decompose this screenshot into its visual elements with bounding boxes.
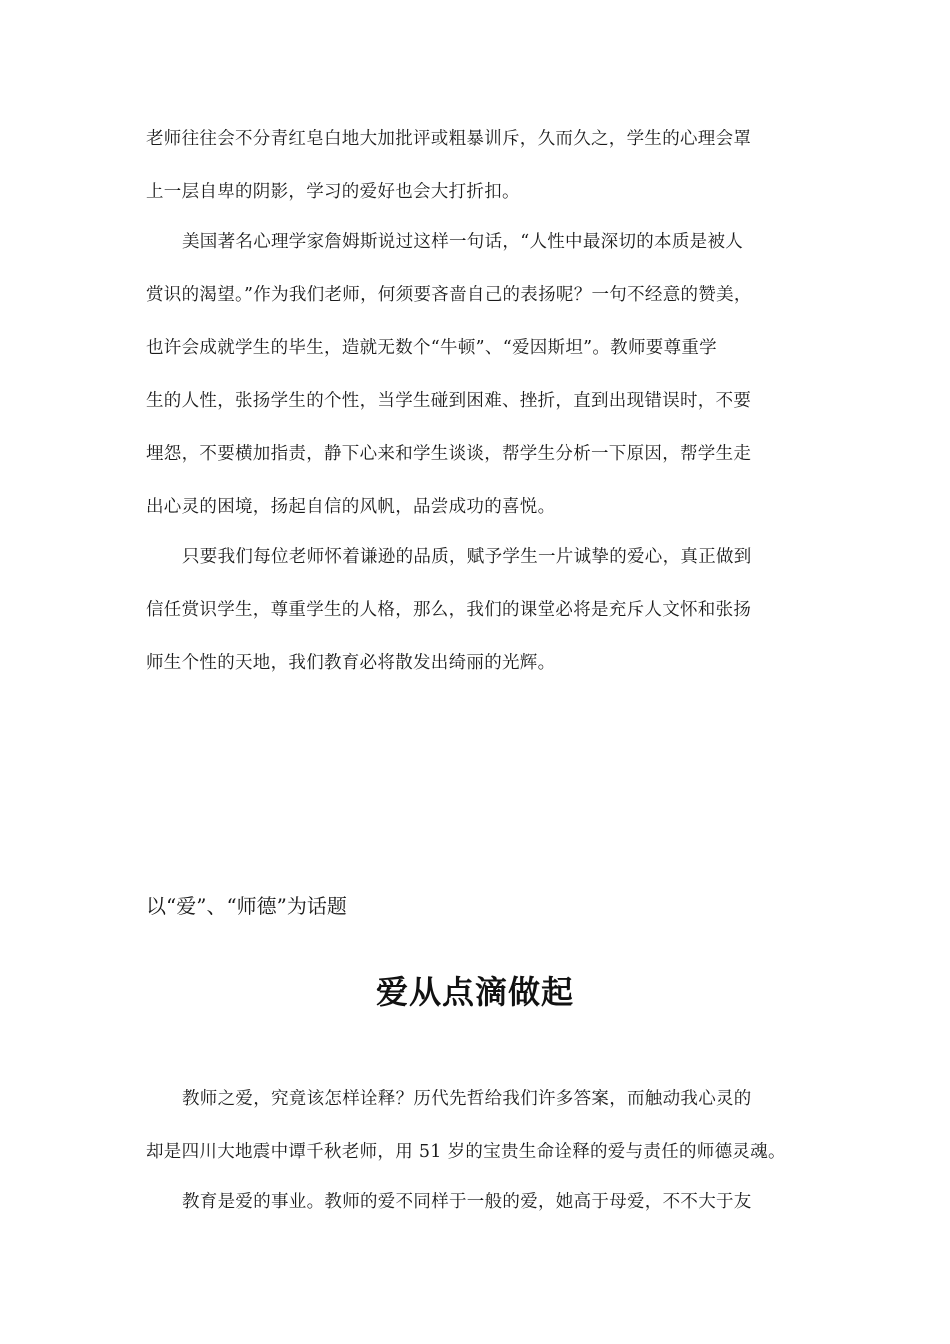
paragraph-line: 信任赏识学生，尊重学生的人格，那么，我们的课堂必将是充斥人文怀和张扬 [146,600,752,620]
paragraph-line: 老师往往会不分青红皂白地大加批评或粗暴训斥，久而久之，学生的心理会罩 [146,129,752,149]
paragraph-line: 美国著名心理学家詹姆斯说过这样一句话，“人性中最深切的本质是被人 [182,232,744,252]
paragraph-line: 教师之爱，究竟该怎样诠释？历代先哲给我们许多答案，而触动我心灵的 [182,1089,752,1109]
paragraph-line: 也许会成就学生的毕生，造就无数个“牛顿”、“爱因斯坦”。教师要尊重学 [146,338,717,358]
article-title: 爱从点滴做起 [375,973,574,1011]
paragraph-line: 出心灵的困境，扬起自信的风帆，品尝成功的喜悦。 [146,497,556,517]
paragraph-line: 教育是爱的事业。教师的爱不同样于一般的爱，她高于母爱，不不大于友 [182,1192,752,1212]
paragraph-line: 赏识的渴望。”作为我们老师，何须要吝啬自己的表扬呢？一句不经意的赞美， [146,285,752,305]
paragraph-line: 却是四川大地震中谭千秋老师，用 51 岁的宝贵生命诠释的爱与责任的师德灵魂。 [146,1142,786,1162]
paragraph-line: 生的人性，张扬学生的个性，当学生碰到困难、挫折，直到出现错误时，不要 [146,391,752,411]
paragraph-line: 师生个性的天地，我们教育必将散发出绮丽的光辉。 [146,653,556,673]
paragraph-line: 埋怨，不要横加指责，静下心来和学生谈谈，帮学生分析一下原因，帮学生走 [146,444,752,464]
topic-heading: 以“爱”、“师德”为话题 [146,894,347,918]
paragraph-line: 只要我们每位老师怀着谦逊的品质，赋予学生一片诚挚的爱心，真正做到 [182,547,752,567]
paragraph-line: 上一层自卑的阴影，学习的爱好也会大打折扣。 [146,182,520,202]
